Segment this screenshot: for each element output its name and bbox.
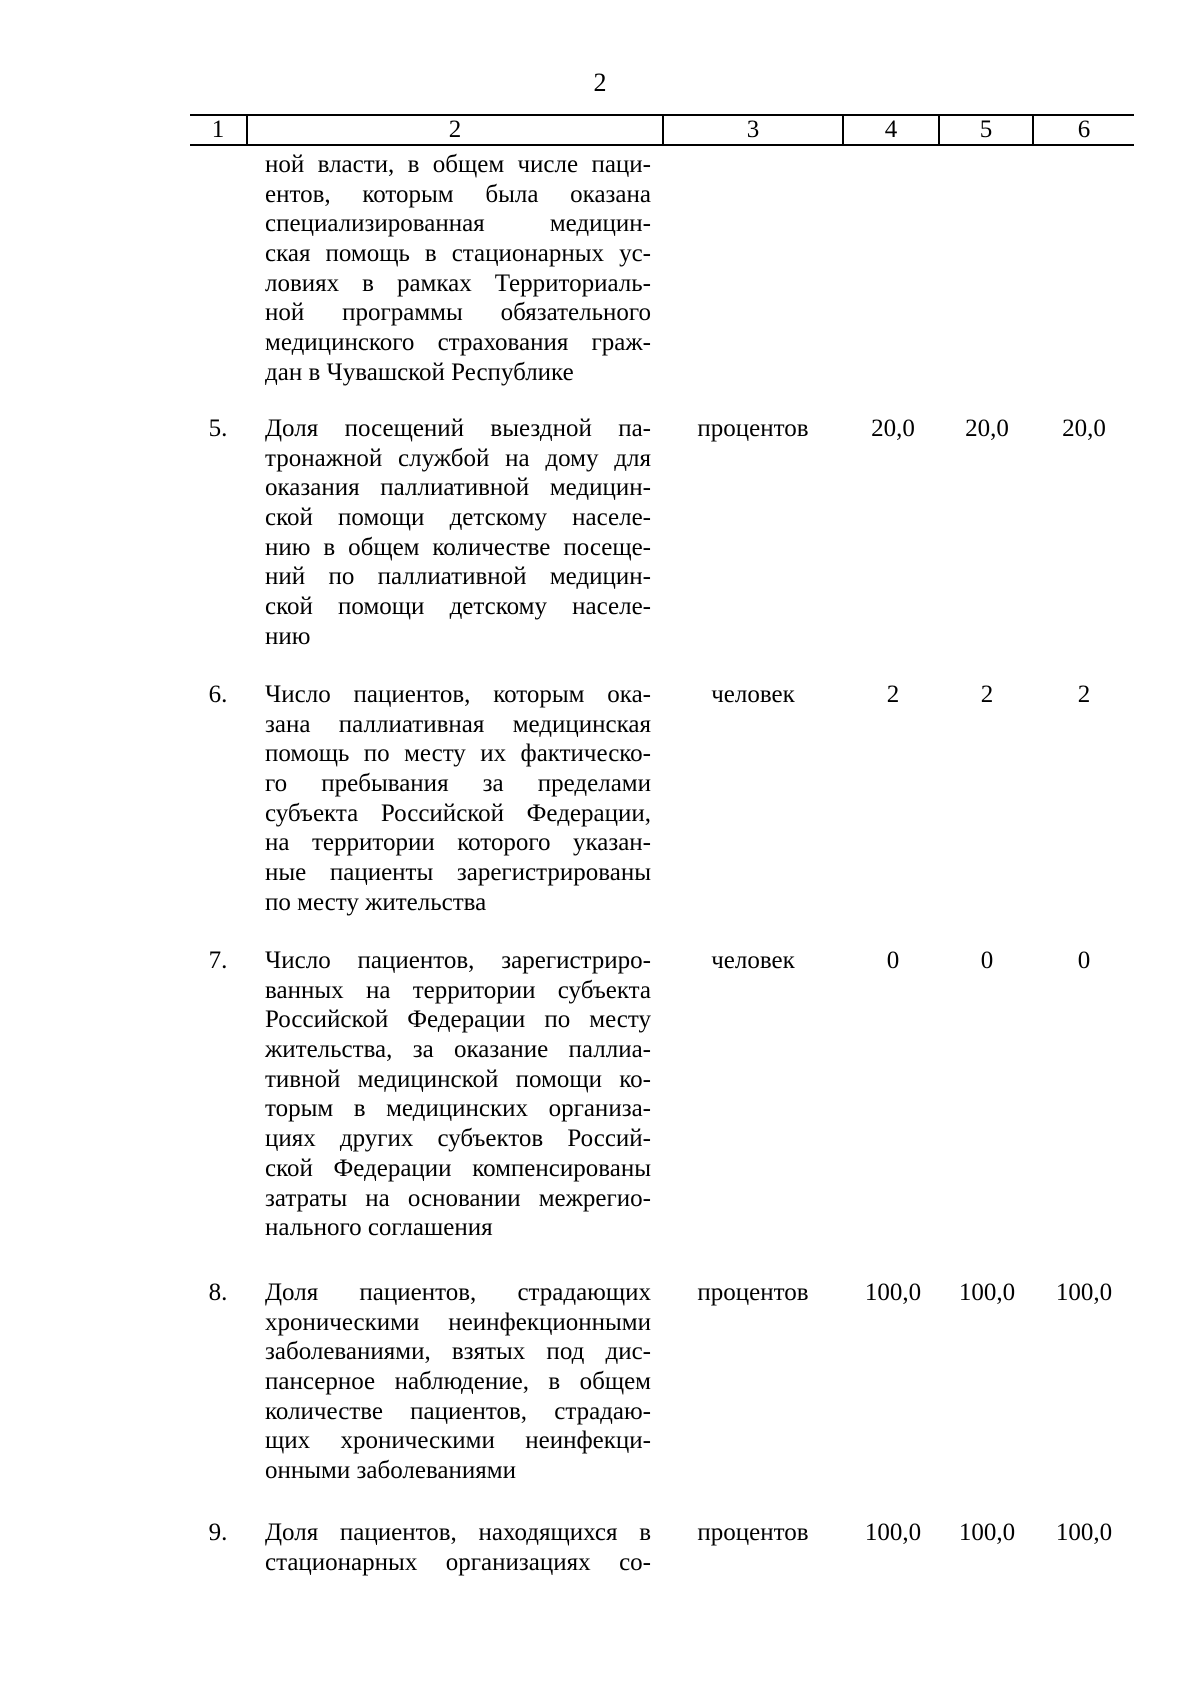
- row-value-col6: 0: [1077, 947, 1091, 974]
- row-value-col5: 0: [980, 947, 994, 974]
- description-line: ская помощь в стационарных ус-: [265, 240, 651, 268]
- description-line: циях других субъектов Россий-: [265, 1125, 651, 1153]
- row-number: 6.: [208, 681, 228, 708]
- column-header-4: 4: [884, 116, 898, 143]
- description-line: на территории которого указан-: [265, 829, 651, 857]
- row-description: [265, 1278, 651, 1486]
- description-line: ной власти, в общем числе паци-: [265, 151, 651, 178]
- description-line: количестве пациентов, страдаю-: [265, 1397, 651, 1425]
- description-line: дан в Чувашской Республике: [265, 358, 574, 386]
- row-unit: процентов: [697, 1279, 809, 1306]
- description-line: ванных на территории субъекта: [265, 976, 651, 1004]
- row-value-col5: 100,0: [958, 1519, 1016, 1546]
- description-line: ные пациенты зарегистрированы: [265, 859, 651, 887]
- description-line: ентов, которым была оказана: [265, 180, 651, 208]
- row-value-col6: 2: [1077, 681, 1091, 708]
- description-line: тронажной службой на дому для: [265, 444, 651, 472]
- row-value-col4: 20,0: [871, 415, 915, 442]
- description-line: стационарных организациях со-: [265, 1548, 651, 1576]
- description-line: Число пациентов, которым ока-: [265, 681, 651, 708]
- description-line: Доля пациентов, страдающих: [265, 1279, 651, 1306]
- row-unit: человек: [711, 947, 795, 974]
- description-line: жительства, за оказание паллиа-: [265, 1036, 651, 1064]
- description-line: оказания паллиативной медицин-: [265, 474, 651, 502]
- description-line: нального соглашения: [265, 1214, 493, 1242]
- table-column-header: [190, 114, 1134, 146]
- row-description: [265, 680, 651, 918]
- row-description: [265, 1518, 651, 1577]
- row-value-col4: 2: [886, 681, 900, 708]
- row-description: [265, 414, 651, 652]
- row-description: [265, 150, 651, 388]
- description-line: Доля пациентов, находящихся в: [265, 1519, 651, 1546]
- column-header-5: 5: [979, 116, 993, 143]
- row-value-col6: 100,0: [1055, 1519, 1113, 1546]
- row-unit: процентов: [697, 1519, 809, 1546]
- description-line: ловиях в рамках Территориаль-: [265, 269, 651, 297]
- row-value-col5: 2: [980, 681, 994, 708]
- row-unit: человек: [711, 681, 795, 708]
- description-line: нию в общем количестве посеще-: [265, 533, 651, 561]
- row-unit: процентов: [697, 415, 809, 442]
- description-line: помощь по месту их фактическо-: [265, 740, 651, 768]
- description-line: по месту жительства: [265, 888, 487, 916]
- column-header-6: 6: [1077, 116, 1091, 143]
- row-number: 8.: [208, 1279, 228, 1306]
- row-number: 5.: [208, 415, 228, 442]
- description-line: Российской Федерации по месту: [265, 1006, 651, 1034]
- column-header-3: 3: [746, 116, 760, 143]
- description-line: ской Федерации компенсированы: [265, 1154, 651, 1182]
- row-value-col4: 100,0: [864, 1519, 922, 1546]
- row-number: 9.: [208, 1519, 228, 1546]
- row-number: 7.: [208, 947, 228, 974]
- description-line: заболеваниями, взятых под дис-: [265, 1338, 651, 1366]
- row-value-col6: 100,0: [1055, 1279, 1113, 1306]
- description-line: пансерное наблюдение, в общем: [265, 1368, 651, 1396]
- description-line: Доля посещений выездной па-: [265, 415, 651, 442]
- description-line: ской помощи детскому населе-: [265, 504, 651, 532]
- description-line: хроническими неинфекционными: [265, 1308, 651, 1336]
- column-header-1: 1: [211, 116, 225, 143]
- description-line: го пребывания за пределами: [265, 770, 651, 798]
- row-value-col6: 20,0: [1062, 415, 1106, 442]
- description-line: зана паллиативная медицинская: [265, 710, 651, 738]
- description-line: щих хроническими неинфекци-: [265, 1427, 651, 1455]
- description-line: ской помощи детскому населе-: [265, 593, 651, 621]
- description-line: ной программы обязательного: [265, 299, 651, 327]
- row-value-col4: 0: [886, 947, 900, 974]
- description-line: тивной медицинской помощи ко-: [265, 1065, 651, 1093]
- row-value-col4: 100,0: [864, 1279, 922, 1306]
- description-line: субъекта Российской Федерации,: [265, 799, 651, 827]
- row-value-col5: 20,0: [965, 415, 1009, 442]
- description-line: нию: [265, 622, 311, 650]
- row-description: [265, 946, 651, 1243]
- description-line: специализированная медицин-: [265, 210, 651, 238]
- description-line: торым в медицинских организа-: [265, 1095, 651, 1123]
- description-line: онными заболеваниями: [265, 1457, 516, 1485]
- description-line: затраты на основании межрегио-: [265, 1184, 651, 1212]
- description-line: Число пациентов, зарегистриро-: [265, 947, 651, 974]
- description-line: ний по паллиативной медицин-: [265, 563, 651, 591]
- row-value-col5: 100,0: [958, 1279, 1016, 1306]
- column-header-2: 2: [448, 116, 462, 143]
- description-line: медицинского страхования граж-: [265, 329, 651, 357]
- page-number: 2: [593, 68, 607, 97]
